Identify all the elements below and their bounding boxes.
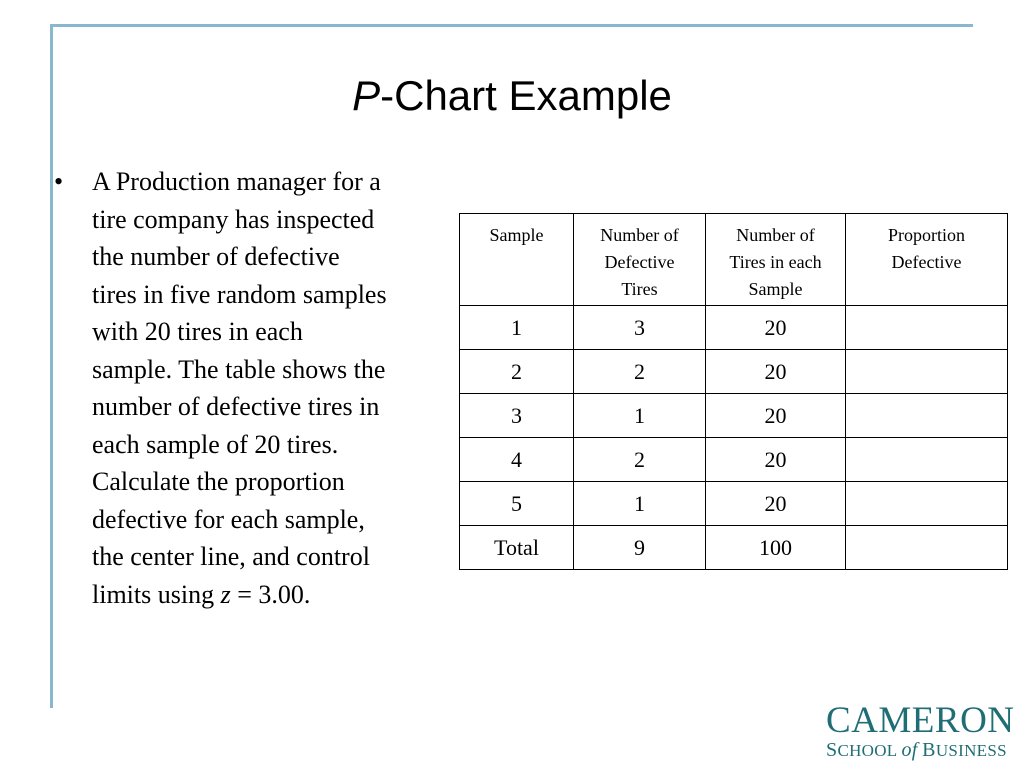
bullet-line-part: limits using [92, 579, 221, 609]
table-cell [846, 350, 1008, 394]
cameron-school-logo [826, 700, 1015, 761]
slide-frame-top-border [51, 24, 973, 27]
table-row [460, 394, 1008, 438]
table-cell: 1 [460, 306, 574, 350]
slide-title-p: P [352, 72, 381, 119]
table-cell [846, 306, 1008, 350]
table-cell: Total [460, 526, 574, 570]
table-cell: 1 [574, 482, 706, 526]
bullet-symbol: • [54, 167, 64, 196]
variable-z: z [220, 579, 231, 609]
table-header-cell: Number of Defective Tires [574, 214, 706, 306]
table-cell: 5 [460, 482, 574, 526]
bullet-line-last [92, 576, 452, 614]
table-row [460, 526, 1008, 570]
table-cell: 2 [574, 350, 706, 394]
table-row [460, 306, 1008, 350]
table-row [460, 482, 1008, 526]
table-cell: 20 [706, 394, 846, 438]
bullet-line: A Production manager for a [92, 167, 381, 196]
slide-frame-left-border [50, 24, 53, 708]
table-cell: 20 [706, 306, 846, 350]
bullet-line: with 20 tires in each [92, 317, 303, 346]
bullet-line: the center line, and control [92, 542, 370, 571]
table-header-row [460, 214, 1008, 306]
table-cell [846, 438, 1008, 482]
bullet-line: each sample of 20 tires. [92, 429, 339, 459]
table-cell: 20 [706, 438, 846, 482]
table-row [460, 350, 1008, 394]
logo-main-text: CAMERON [826, 700, 1015, 741]
table-cell: 20 [706, 350, 846, 394]
table-cell: 100 [706, 526, 846, 570]
table-cell: 4 [460, 438, 574, 482]
bullet-line: number of defective tires in [92, 392, 380, 421]
table-cell [846, 526, 1008, 570]
bullet-line: tire company has inspected [92, 204, 375, 234]
bullet-line: sample. The table shows the [92, 354, 386, 384]
logo-school-rest: CHOOL [837, 741, 897, 760]
table-cell: 3 [574, 306, 706, 350]
bullet-line: defective for each sample, [92, 504, 365, 534]
slide-title [0, 70, 1024, 122]
table-cell [846, 482, 1008, 526]
table-cell: 2 [574, 438, 706, 482]
logo-school-initial: S [826, 739, 838, 761]
table-header-cell: Sample [460, 214, 574, 306]
table-cell: 9 [574, 526, 706, 570]
table-header-cell: Proportion Defective [846, 214, 1008, 306]
defect-data-table [459, 213, 1008, 570]
table-row [460, 438, 1008, 482]
bullet-line: the number of defective [92, 242, 340, 271]
logo-sub-text [826, 740, 1010, 761]
table-cell: 3 [460, 394, 574, 438]
slide-title-rest: -Chart Example [380, 72, 672, 119]
logo-business-rest: USINESS [935, 741, 1007, 760]
bullet-line: tires in five random samples [92, 279, 387, 309]
bullet-line: Calculate the proportion [92, 467, 345, 496]
table-cell: 2 [460, 350, 574, 394]
logo-of: of [901, 739, 918, 761]
table-body [460, 306, 1008, 570]
table-header-cell: Number of Tires in each Sample [706, 214, 846, 306]
table-cell: 1 [574, 394, 706, 438]
bullet-text [92, 163, 452, 613]
table-cell: 20 [706, 482, 846, 526]
bullet-line-part: = 3.00. [230, 579, 311, 609]
logo-business-initial: B [922, 739, 936, 761]
table-cell [846, 394, 1008, 438]
